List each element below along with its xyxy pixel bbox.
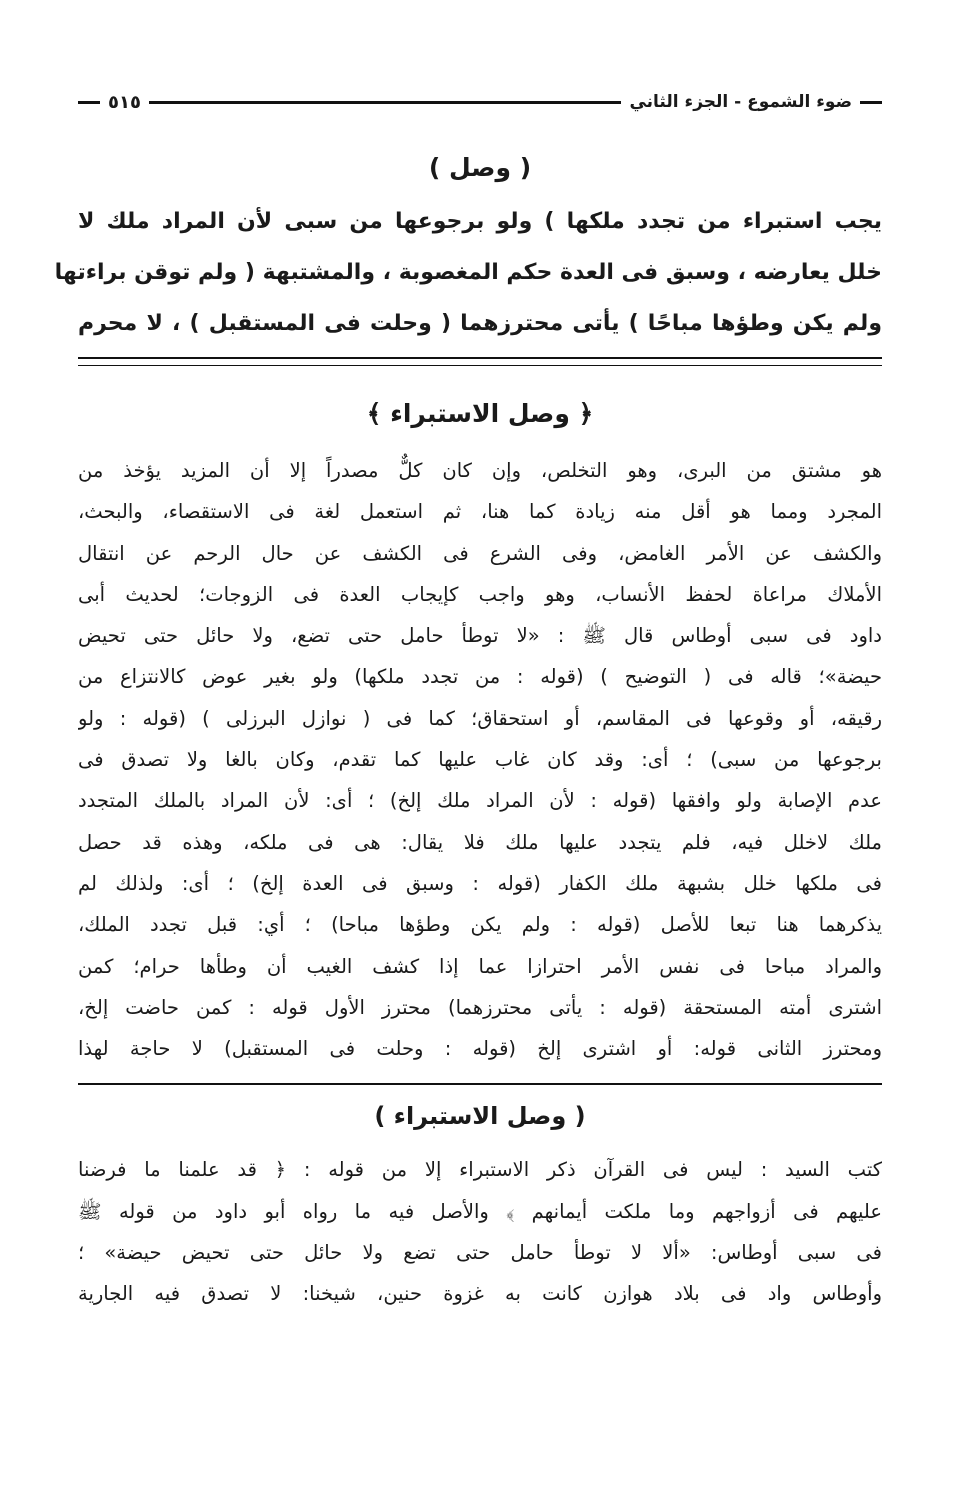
double-divider	[78, 357, 882, 366]
main-text-line: يجب استبراء من تجدد ملكها ) ولو برجوعها من سبى لأن المراد ملك لا	[78, 209, 882, 234]
header-dash	[860, 101, 882, 104]
notes-heading: ( وصل الاستبراء )	[374, 1102, 586, 1131]
commentary-line: ملك لاخلل فيه، فلم يتجدد عليها ملك فلا يقال: هى فى ملكه، وهذه قد حصل	[78, 830, 882, 854]
page-number: ٥١٥	[108, 91, 141, 113]
notes-line: عليهم فى أزواجهم وما ملكت أيمانهم ﴾ والأصل فيه ما رواه أبو داود من قوله ﷺ	[78, 1199, 882, 1223]
notes-line: فى سبى أوطاس: «ألا لا توطأ حامل حتى تضع ولا حائل حتى تحيض حيضة» ؛	[78, 1241, 882, 1265]
commentary-line: اشترى أمته المستحقة (قوله : يأتى محترزهما) محترز الأول قوله : كمن حاضت إلخ،	[78, 995, 882, 1019]
divider	[78, 1083, 882, 1085]
commentary-line: الأملاك مراعاة لحفظ الأنساب، وهو واجب كإيجاب العدة فى الزوجات؛ لحديث أبى	[78, 582, 882, 606]
commentary-line: داود فى سبى أوطاس قال ﷺ : «لا توطأ حامل حتى تضع، ولا حائل حتى تحيض	[78, 624, 882, 648]
main-text	[54, 196, 882, 349]
commentary-heading: ﴿ وصل الاستبراء ﴾	[366, 399, 594, 428]
commentary-line: المجرد ومما هو أقل منه زيادة كما هنا، ثم استعمل لغة فى الاستقصاء، والبحث،	[78, 500, 882, 524]
commentary-line: هو مشتق من البرى، وهو التخلص، وإن كان كلٌّ مصدراً إلا أن المزيد يؤخذ من	[78, 459, 882, 482]
commentary-line: فى ملكها خلل بشبهة ملك الكفار (قوله : وسبق فى العدة إلخ) ؛ أى: ولذلك لم	[78, 871, 882, 895]
commentary-line: ومحترز الثانى قوله: أو اشترى إلخ (قوله : وحلت فى المستقبل) لا حاجة لهذا	[78, 1037, 882, 1061]
commentary-line: عدم الإصابة ولو وافقها (قوله : لأن المراد ملك إلخ) ؛ أى: لأن المراد بالملك المتجدد	[78, 789, 882, 813]
commentary-text	[78, 450, 882, 1069]
notes-line: وأوطاس واد فى بلاد هوازن كانت به غزوة حنين، شيخنا: لا تصدق فيه الجارية	[78, 1282, 882, 1306]
commentary-line: رقيقه، أو وقوعها فى المقاسم، أو استحقاق؛ كما فى ( نوازل البرزلى ) (قوله : ولو	[78, 706, 882, 730]
notes-line: كتب السيد : ليس فى القرآن ذكر الاستبراء إلا من قوله : ﴿ قد علمنا ما فرضنا	[78, 1158, 882, 1182]
commentary-line: برجوعها من سبى) ؛ أى: وقد كان غاب عليها كما تقدم، وكان بالغا ولا تصدق فى	[78, 748, 882, 772]
header-title: ضوء الشموع - الجزء الثاني	[629, 92, 852, 112]
commentary-line: والكشف عن الأمر الغامض، وفى الشرع فى الكشف عن حال الرحم عن انتقال	[78, 541, 882, 565]
notes-text	[78, 1149, 882, 1314]
main-text-line: ولم يكن وطؤها مباحًا ) يأتى محترزهما ( وحلت فى المستقبل ) ، لا محرم	[78, 311, 882, 336]
commentary-line: حيضة»؛ قاله فى ( التوضيح ) (قوله : من تجدد ملكها) ولو بغير عوض كالانتزاع من	[78, 665, 882, 689]
main-text-line: خلل يعارضه ، وسبق فى العدة حكم المغصوبة ، والمشتبهة ( ولم توقن براءتها	[54, 260, 882, 285]
header-rule	[149, 101, 622, 104]
section-heading: ( وصل )	[428, 153, 532, 182]
running-header	[78, 82, 882, 122]
commentary-line: والمراد مباحا فى نفس الأمر احترازا عما إذا كشف الغيب أن وطأها حرام؛ كمن	[78, 954, 882, 978]
header-dash	[78, 101, 100, 104]
commentary-line: يذكرهما هنا تبعا للأصل (قوله : ولم يكن وطؤها مباحا) ؛ أي: قبل تجدد الملك،	[78, 913, 882, 937]
